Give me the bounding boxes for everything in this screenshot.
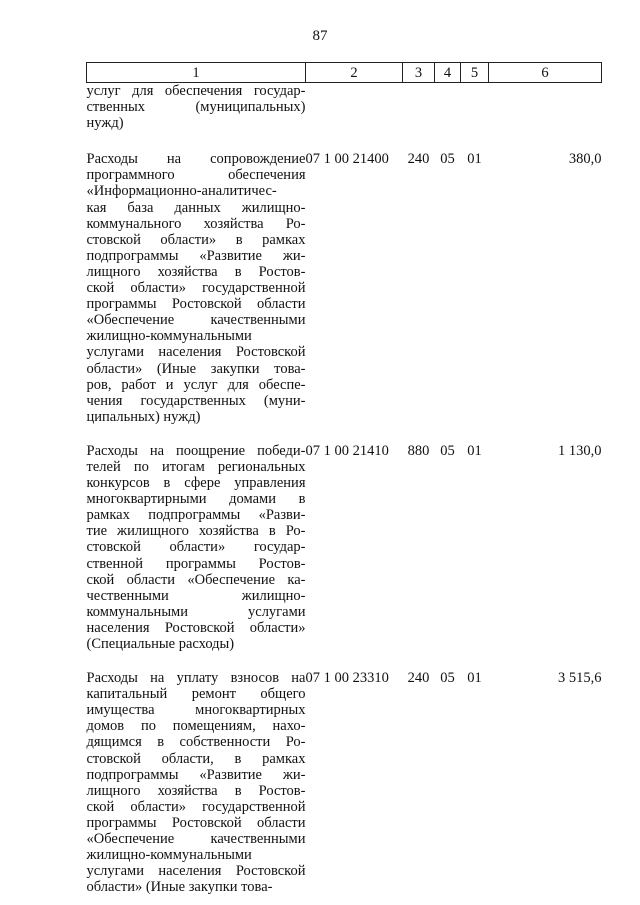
description-line: стовской области» государ-: [86, 539, 306, 556]
description-line: населения Ростовской области»: [86, 619, 306, 636]
amount: 3 515,6: [558, 670, 602, 687]
table-row: [87, 83, 602, 132]
amount: 380,0: [568, 151, 602, 168]
description-line: программы Ростовской области: [86, 296, 306, 313]
row-spacer-cell: [87, 425, 602, 443]
description-line: стовской области» в рамках: [86, 231, 306, 248]
description-line: коммунального хозяйства Ро-: [86, 215, 306, 232]
description-line: домов по помещениям, нахо-: [86, 718, 306, 735]
table-header: [87, 63, 602, 83]
description-line: подпрограммы «Развитие жи-: [86, 247, 306, 264]
table-row: [87, 151, 602, 425]
description-line: конкурсов в сфере управления: [86, 475, 306, 492]
section-code: 05: [440, 442, 455, 459]
description-line: области» (Иные закупки това-: [86, 360, 306, 377]
subsection-code: 01: [467, 670, 482, 687]
page-number: 87: [312, 28, 328, 44]
description-line: капитальный ремонт общего: [86, 686, 306, 703]
description-line: «Обеспечение качественными: [86, 831, 306, 848]
row-spacer: [87, 131, 602, 151]
target-article-code: 07 1 00 21400: [305, 151, 389, 168]
description-line: Расходы на поощрение победи-: [86, 442, 306, 459]
description-line: ственных (муниципальных): [86, 99, 306, 116]
row-spacer: [87, 425, 602, 443]
target-article-code: [306, 83, 403, 132]
description-line: многоквартирными домами в: [86, 491, 306, 508]
row-spacer: [87, 652, 602, 670]
expense-description: [87, 83, 306, 132]
header-col-2: 2: [306, 63, 403, 83]
description-line: нужд): [86, 115, 124, 132]
description-line: (Специальные расходы): [86, 636, 235, 652]
description-line: стовской области, в рамках: [86, 750, 306, 767]
expense-description: [87, 670, 306, 895]
header-col-5: 5: [461, 63, 489, 83]
description-line: ципальных) нужд): [86, 408, 201, 425]
budget-table: [86, 62, 602, 895]
header-col-6: 6: [489, 63, 602, 83]
description-line: имущества многоквартирных: [86, 702, 306, 719]
description-line: услугами населения Ростовской: [86, 863, 306, 880]
amount: 1 130,0: [558, 442, 602, 459]
table-body: [87, 83, 602, 896]
header-col-3: 3: [403, 63, 435, 83]
expense-description: [87, 443, 306, 652]
description-line: жилищно-коммунальными: [86, 847, 252, 864]
header-row: [87, 63, 602, 83]
description-line: ственной программы Ростов-: [86, 555, 306, 572]
description-line: ской области «Обеспечение ка-: [86, 571, 306, 588]
description-line: «Обеспечение качественными: [86, 312, 306, 329]
description-line: чения государственных (муни-: [86, 392, 306, 409]
description-line: подпрограммы «Развитие жи-: [86, 766, 306, 783]
expense-type-code: 240: [407, 151, 430, 168]
description-line: тие жилищного хозяйства в Ро-: [86, 523, 306, 540]
description-line: ской области» государственной: [86, 798, 306, 815]
header-col-1: 1: [87, 63, 306, 83]
description-line: дящимся в собственности Ро-: [86, 734, 306, 751]
description-line: услугами населения Ростовской: [86, 344, 306, 361]
expense-type-code: 880: [407, 442, 430, 459]
description-line: телей по итогам региональных: [86, 458, 306, 475]
subsection-code: 01: [467, 151, 482, 168]
subsection-code: [461, 83, 489, 132]
subsection-code: 01: [467, 442, 482, 459]
description-line: программного обеспечения: [86, 167, 306, 184]
description-line: Расходы на сопровождение: [86, 151, 306, 168]
description-line: программы Ростовской области: [86, 814, 306, 831]
description-line: рамках подпрограммы «Разви-: [86, 507, 306, 524]
description-line: ской области» государственной: [86, 280, 306, 297]
description-line: услуг для обеспечения государ-: [86, 83, 306, 99]
table-row: [87, 443, 602, 652]
description-line: коммунальными услугами: [86, 603, 306, 620]
amount: [489, 83, 602, 132]
description-line: лищного хозяйства в Ростов-: [86, 263, 306, 280]
description-line: лищного хозяйства в Ростов-: [86, 782, 306, 799]
header-col-4: 4: [435, 63, 461, 83]
description-line: области» (Иные закупки това-: [86, 879, 273, 896]
expense-description: [87, 151, 306, 425]
description-line: Расходы на уплату взносов на: [86, 670, 306, 687]
target-article-code: 07 1 00 21410: [305, 442, 389, 459]
description-line: чественными жилищно-: [86, 587, 306, 604]
expense-type-code: 240: [407, 670, 430, 687]
target-article-code: 07 1 00 23310: [305, 670, 389, 687]
description-line: жилищно-коммунальными: [86, 328, 252, 345]
row-spacer-cell: [87, 131, 602, 151]
section-code: 05: [440, 151, 455, 168]
description-line: ров, работ и услуг для обеспе-: [86, 376, 306, 393]
expense-type-code: [403, 83, 435, 132]
section-code: 05: [440, 670, 455, 687]
row-spacer-cell: [87, 652, 602, 670]
section-code: [435, 83, 461, 132]
description-line: кая база данных жилищно-: [86, 199, 306, 216]
table-row: [87, 670, 602, 895]
description-line: «Информационно-аналитичес-: [86, 183, 277, 200]
